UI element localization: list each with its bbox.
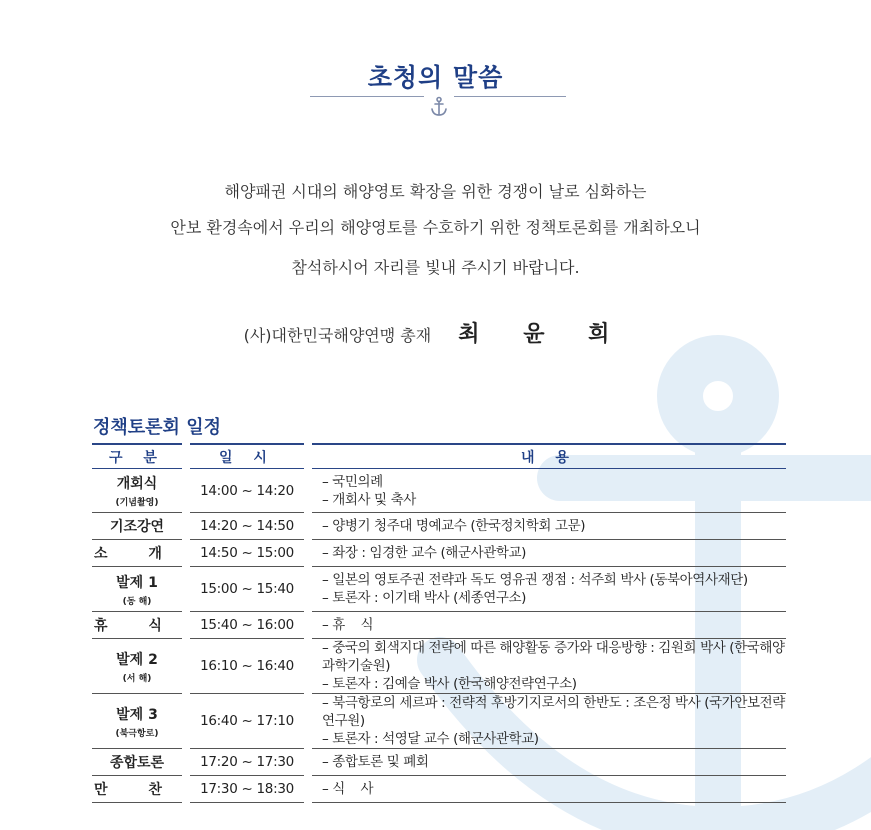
row-time: 17:30 ~ 18:30	[190, 776, 304, 803]
signature	[0, 317, 871, 348]
table-row	[92, 567, 786, 612]
anchor-icon	[428, 96, 450, 118]
table-row	[92, 639, 786, 694]
row-subcategory: (기념촬영)	[115, 498, 159, 508]
schedule-table	[92, 443, 786, 803]
title-divider-left	[310, 96, 424, 97]
header-content: 내 용	[312, 443, 786, 469]
row-time: 16:40 ~ 17:10	[190, 694, 304, 749]
row-content: – 종합토론 및 폐회	[312, 749, 786, 776]
row-time: 17:20 ~ 17:30	[190, 749, 304, 776]
row-content: – 좌장 : 임경한 교수 (해군사관학교)	[312, 540, 786, 567]
row-category: 기조강연	[92, 513, 182, 540]
schedule-title: 정책토론회 일정	[93, 417, 221, 438]
row-category: 종합토론	[92, 749, 182, 776]
table-row	[92, 776, 786, 803]
signer-name: 최 윤 희	[458, 322, 628, 347]
row-time: 14:00 ~ 14:20	[190, 469, 304, 513]
row-time: 15:00 ~ 15:40	[190, 567, 304, 612]
row-category: 발제 2 (서 해)	[92, 639, 182, 694]
table-row	[92, 513, 786, 540]
row-content: – 휴 식	[312, 612, 786, 639]
row-subcategory: (동 해)	[122, 596, 152, 607]
row-content: – 북극항로의 세르파 : 전략적 후방기지로서의 한반도 : 조은정 박사 (국가안보전략연구원) – 토론자 : 석영달 교수 (해군사관학교)	[312, 694, 786, 749]
row-time: 15:40 ~ 16:00	[190, 612, 304, 639]
row-time: 16:10 ~ 16:40	[190, 639, 304, 694]
row-category: 소 개	[92, 540, 182, 567]
row-category: 발제 3 (북극항로)	[92, 694, 182, 749]
invitation-line-2: 안보 환경속에서 우리의 해양영토를 수호하기 위한 정책토론회를 개최하오니	[170, 218, 701, 237]
header-category: 구 분	[92, 443, 182, 469]
page-title: 초청의 말씀	[367, 63, 504, 92]
row-subcategory: (북극항로)	[115, 728, 159, 739]
row-content: – 일본의 영토주권 전략과 독도 영유권 쟁점 : 석주희 박사 (동북아역사재단) – 토론자 : 이기태 박사 (세종연구소)	[312, 567, 786, 612]
row-category: 휴 식	[92, 612, 182, 639]
row-category: 만 찬	[92, 776, 182, 803]
row-time: 14:20 ~ 14:50	[190, 513, 304, 540]
row-time: 14:50 ~ 15:00	[190, 540, 304, 567]
row-subcategory: (서 해)	[122, 673, 152, 684]
table-row	[92, 612, 786, 639]
invitation-line-3: 참석하시어 자리를 빛내 주시기 바랍니다.	[291, 258, 580, 277]
invitation-line-1: 해양패권 시대의 해양영토 확장을 위한 경쟁이 날로 심화하는	[224, 182, 647, 201]
row-content: – 식 사	[312, 776, 786, 803]
row-content: – 양병기 청주대 명예교수 (한국정치학회 고문)	[312, 513, 786, 540]
row-content: – 국민의례 – 개회사 및 축사	[312, 469, 786, 513]
header-time: 일 시	[190, 443, 304, 469]
table-row	[92, 469, 786, 513]
title-divider-right	[454, 96, 566, 97]
signer-org: (사)대한민국해양연맹 총재	[243, 326, 432, 345]
table-row	[92, 540, 786, 567]
row-category: 개회식 (기념촬영)	[92, 469, 182, 513]
table-row	[92, 749, 786, 776]
table-row	[92, 694, 786, 749]
row-category: 발제 1 (동 해)	[92, 567, 182, 612]
row-content: – 중국의 회색지대 전략에 따른 해양활동 증가와 대응방향 : 김원희 박사 (한국해양과학기술원) – 토론자 : 김예슬 박사 (한국해양전략연구소)	[312, 639, 786, 694]
